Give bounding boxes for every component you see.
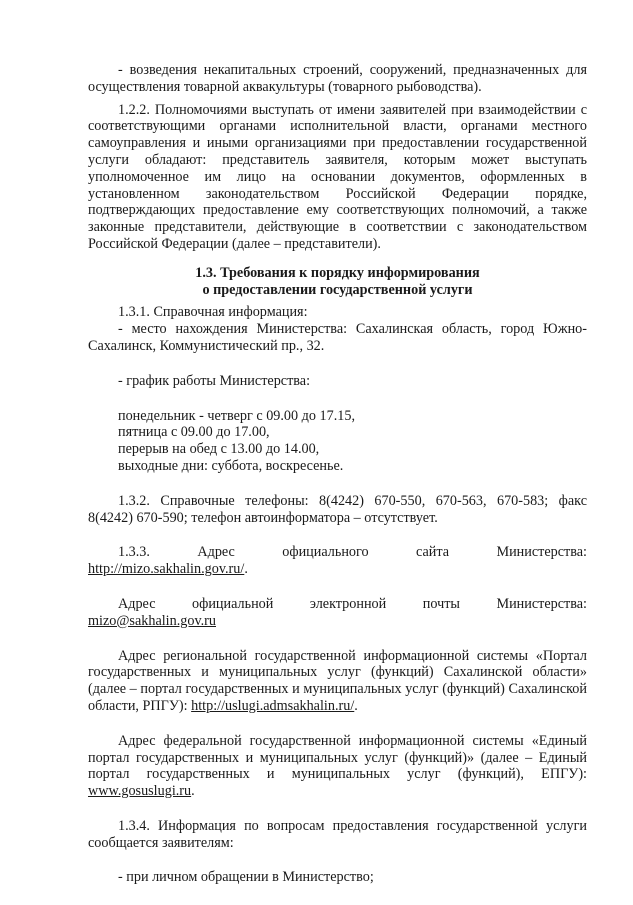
section-heading-1-3 bbox=[88, 265, 587, 299]
rpgu-link[interactable]: http://uslugi.admsakhalin.ru/ bbox=[191, 697, 355, 714]
epgu-text: Адрес федеральной государственной информационной системы «Единый портал государственных и муниципальных услуг (функций)» (далее – Единый портал государственных и муниципальных услуг (функций), ЕПГУ): bbox=[88, 732, 587, 783]
schedule-line: пятница с 09.00 до 17.00, bbox=[118, 424, 270, 441]
schedule-line: выходные дни: суббота, воскресенье. bbox=[118, 457, 344, 474]
schedule-line: понедельник - четверг с 09.00 до 17.15, bbox=[118, 407, 355, 424]
email-address-lead: Адрес официальной электронной почты Министерства: bbox=[118, 595, 587, 612]
site-address-lead: 1.3.3. Адрес официального сайта Министерства: bbox=[118, 544, 587, 561]
schedule-line: перерыв на обед с 13.00 до 14.00, bbox=[118, 441, 320, 458]
paragraph-1-2-2: 1.2.2. Полномочиями выступать от имени заявителей при взаимодействии с соответствующими органами исполнительной власти, органами местного самоуправления и иными организациями при предоставлении государственной услуги обладают: представитель заявителя, которым может выступать уполномоченное им лицо на основании документов, оформленных в установленном законодательством Российской Федерации порядке, подтверждающих предоставление ему соответствующих полномочий, а также законные представители, действующие в соответствии с законодательством Российской Федерации (далее – представители). bbox=[88, 101, 587, 252]
rpgu-tail: . bbox=[354, 697, 358, 714]
official-site-link[interactable]: http://mizo.sakhalin.gov.ru/ bbox=[88, 561, 245, 578]
paragraph-location: - место нахождения Министерства: Сахалинская область, город Южно-Сахалинск, Коммунистический пр., 32. bbox=[88, 321, 587, 354]
paragraph-rpgu bbox=[88, 648, 587, 715]
epgu-link[interactable]: www.gosuslugi.ru bbox=[88, 783, 192, 800]
site-link-tail: . bbox=[244, 561, 248, 578]
epgu-tail: . bbox=[191, 783, 195, 800]
paragraph-personal-visit: - при личном обращении в Министерство; bbox=[118, 869, 374, 886]
official-email-link[interactable]: mizo@sakhalin.gov.ru bbox=[88, 612, 216, 629]
heading-line-2: о предоставлении государственной услуги bbox=[202, 281, 473, 298]
schedule-list bbox=[88, 408, 587, 475]
paragraph-aquaculture: - возведения некапитальных строений, сооружений, предназначенных для осуществления товарной аквакультуры (товарного рыбоводства). bbox=[88, 62, 587, 95]
rpgu-text: Адрес региональной государственной информационной системы «Портал государственных и муниципальных услуг (функций) Сахалинской области» (далее – портал государственных и муниципальных услуг (функций) Сахалинской области, РПГУ): bbox=[88, 647, 587, 714]
paragraph-1-3-3-site bbox=[88, 544, 587, 578]
paragraph-1-3-1: 1.3.1. Справочная информация: bbox=[118, 304, 308, 321]
paragraph-1-3-4: 1.3.4. Информация по вопросам предоставления государственной услуги сообщается заявителям: bbox=[88, 817, 587, 851]
heading-line-1: 1.3. Требования к порядку информирования bbox=[195, 264, 480, 281]
paragraph-1-3-2-phones: 1.3.2. Справочные телефоны: 8(4242) 670-550, 670-563, 670-583; факс 8(4242) 670-590; телефон автоинформатора – отсутствует. bbox=[88, 492, 587, 526]
paragraph-schedule-title: - график работы Министерства: bbox=[118, 372, 311, 389]
paragraph-email bbox=[88, 596, 587, 630]
paragraph-epgu bbox=[88, 733, 587, 800]
